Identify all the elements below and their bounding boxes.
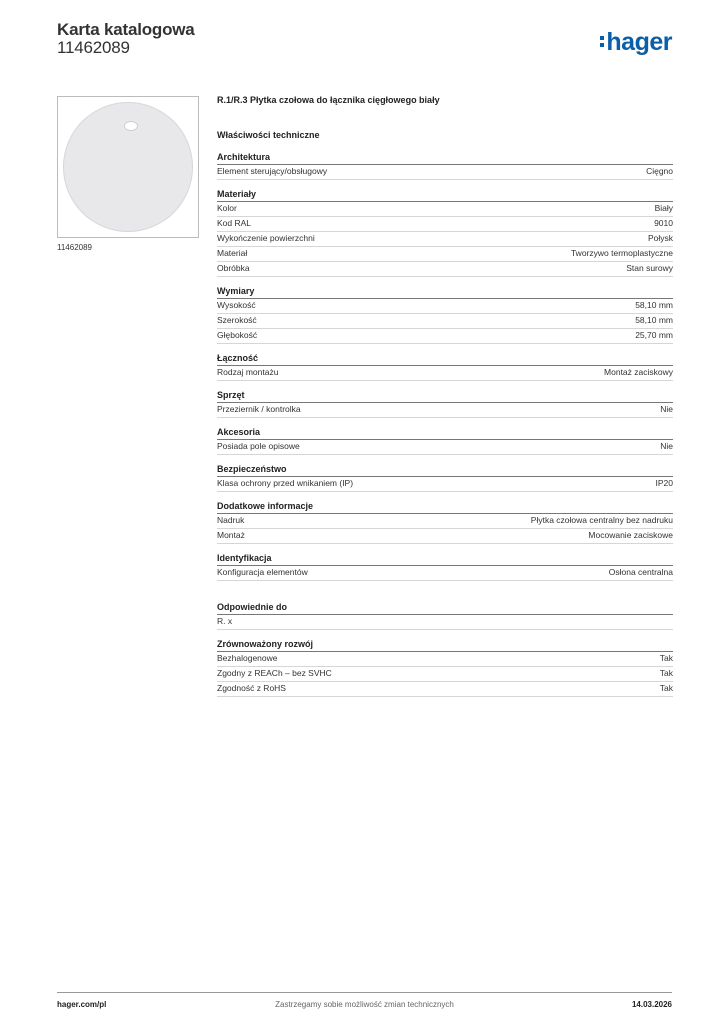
hager-logo xyxy=(600,28,672,57)
spec-label: Obróbka xyxy=(217,263,250,273)
product-name: R.1/R.3 Płytka czołowa do łącznika cięgłowego biały xyxy=(217,95,440,105)
spec-label: Materiał xyxy=(217,248,248,258)
spec-row xyxy=(217,615,673,630)
spec-row xyxy=(217,202,673,217)
spec-label: Rodzaj montażu xyxy=(217,367,279,377)
footer-disclaimer: Zastrzegamy sobie możliwość zmian technicznych xyxy=(275,1000,454,1009)
spec-label: Klasa ochrony przed wnikaniem (IP) xyxy=(217,478,354,488)
spec-value: Połysk xyxy=(647,233,673,243)
spec-value: Stan surowy xyxy=(626,263,673,273)
spec-label: R. x xyxy=(217,616,233,626)
spec-row xyxy=(217,477,673,492)
spec-label: Konfiguracja elementów xyxy=(217,567,308,577)
product-image xyxy=(57,96,199,238)
spec-value: Cięgno xyxy=(646,166,673,176)
spec-value: Osłona centralna xyxy=(608,567,673,577)
spec-section xyxy=(217,639,673,697)
spec-label: Przeziernik / kontrolka xyxy=(217,404,301,414)
spec-section xyxy=(217,553,673,581)
section-heading: Bezpieczeństwo xyxy=(217,464,673,477)
cover-plate-illustration xyxy=(63,102,193,232)
spec-value: IP20 xyxy=(655,478,673,488)
section-heading: Wymiary xyxy=(217,286,673,299)
spec-label: Zgodny z REACh – bez SVHC xyxy=(217,668,332,678)
doc-title: Karta katalogowa xyxy=(57,20,195,39)
spec-row xyxy=(217,667,673,682)
spec-value: 58,10 mm xyxy=(635,300,673,310)
cord-hole xyxy=(124,121,138,131)
spec-value: Montaż zaciskowy xyxy=(604,367,673,377)
page-footer xyxy=(57,992,672,1021)
logo-dot-icon xyxy=(600,43,604,47)
spec-label: Posiada pole opisowe xyxy=(217,441,300,451)
spec-row xyxy=(217,314,673,329)
spec-section xyxy=(217,353,673,381)
section-heading: Łączność xyxy=(217,353,673,366)
footer-date: 14.03.2026 xyxy=(631,1000,672,1009)
spec-label: Wykończenie powierzchni xyxy=(217,233,315,243)
footer-website[interactable]: hager.com/pl xyxy=(57,1000,107,1009)
spec-content xyxy=(217,95,673,697)
spec-value: Płytka czołowa centralny bez nadruku xyxy=(530,515,673,525)
spec-value: Tworzywo termoplastyczne xyxy=(570,248,673,258)
spec-value: Tak xyxy=(659,668,673,678)
section-heading: Materiały xyxy=(217,189,673,202)
spec-value: Tak xyxy=(659,683,673,693)
spec-label: Kolor xyxy=(217,203,237,213)
spec-row xyxy=(217,652,673,667)
doc-code: 11462089 xyxy=(57,38,130,57)
spec-row xyxy=(217,217,673,232)
spec-value: Nie xyxy=(660,404,673,414)
spec-value: Tak xyxy=(659,653,673,663)
spec-row xyxy=(217,247,673,262)
spec-sections xyxy=(217,152,673,697)
spec-row xyxy=(217,262,673,277)
spec-row xyxy=(217,682,673,697)
spec-section xyxy=(217,427,673,455)
spec-section xyxy=(217,189,673,277)
spec-label: Głębokość xyxy=(217,330,258,340)
spec-label: Zgodność z RoHS xyxy=(217,683,286,693)
spec-row xyxy=(217,514,673,529)
image-caption: 11462089 xyxy=(57,243,92,252)
spec-value: 25,70 mm xyxy=(635,330,673,340)
spec-label: Nadruk xyxy=(217,515,245,525)
spec-label: Kod RAL xyxy=(217,218,252,228)
section-heading: Zrównoważony rozwój xyxy=(217,639,673,652)
section-heading: Dodatkowe informacje xyxy=(217,501,673,514)
spec-section xyxy=(217,501,673,544)
spec-row xyxy=(217,232,673,247)
spec-section xyxy=(217,464,673,492)
spec-row xyxy=(217,329,673,344)
spec-label: Szerokość xyxy=(217,315,257,325)
logo-dot-icon xyxy=(600,36,604,40)
spec-label: Bezhalogenowe xyxy=(217,653,278,663)
spec-value: 9010 xyxy=(654,218,673,228)
section-heading: Identyfikacja xyxy=(217,553,673,566)
spec-row xyxy=(217,566,673,581)
spec-label: Wysokość xyxy=(217,300,256,310)
section-heading: Sprzęt xyxy=(217,390,673,403)
spec-section xyxy=(217,602,673,630)
spec-value: Nie xyxy=(660,441,673,451)
spec-row xyxy=(217,529,673,544)
spec-value: Biały xyxy=(654,203,673,213)
section-heading: Akcesoria xyxy=(217,427,673,440)
spec-row xyxy=(217,299,673,314)
spec-row xyxy=(217,440,673,455)
section-heading: Odpowiednie do xyxy=(217,602,673,615)
spec-section xyxy=(217,286,673,344)
spec-row xyxy=(217,165,673,180)
spec-row xyxy=(217,403,673,418)
logo-text: hager xyxy=(606,28,672,56)
spec-label: Montaż xyxy=(217,530,245,540)
spec-row xyxy=(217,366,673,381)
spec-section xyxy=(217,152,673,180)
spec-label: Element sterujący/obsługowy xyxy=(217,166,328,176)
spec-value: 58,10 mm xyxy=(635,315,673,325)
spec-value: Mocowanie zaciskowe xyxy=(588,530,673,540)
section-heading: Architektura xyxy=(217,152,673,165)
spec-section xyxy=(217,390,673,418)
properties-heading: Właściwości techniczne xyxy=(217,130,320,140)
